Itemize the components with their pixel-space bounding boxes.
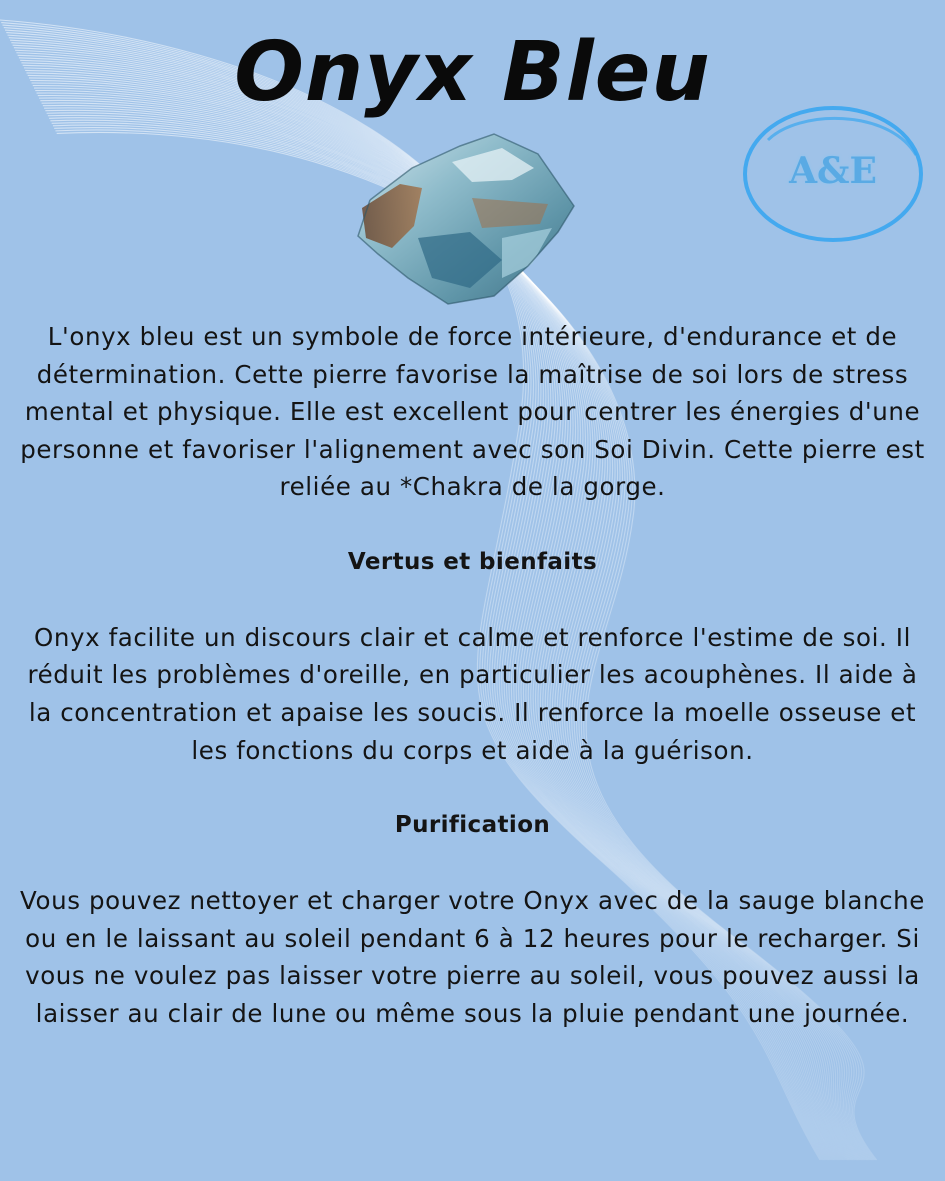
main-content	[20, 318, 925, 1032]
brand-logo	[738, 100, 928, 250]
logo-text: A&E	[789, 150, 877, 192]
intro-paragraph: L'onyx bleu est un symbole de force intérieure, d'endurance et de détermination. Cette pierre favorise la maîtrise de soi lors de stress mental et physique. Elle est excellent pour centrer les énergies d'une personne et favoriser l'alignement avec son Soi Divin. Cette pierre est reliée au *Chakra de la gorge.	[20, 322, 925, 502]
section-text-purification: Vous pouvez nettoyer et charger votre Onyx avec de la sauge blanche ou en le laissant au soleil pendant 6 à 12 heures pour le recharger. Si vous ne voulez pas laisser votre pierre au soleil, vous pouvez aussi la laisser au clair de lune ou même sous la pluie pendant une journée.	[20, 885, 925, 1028]
page-title: Onyx Bleu	[234, 25, 711, 120]
section-heading-purification: Purification	[394, 811, 551, 838]
section-heading-vertus: Vertus et bienfaits	[347, 548, 598, 575]
blue-onyx-stone-image	[352, 128, 582, 308]
section-text-vertus: Onyx facilite un discours clair et calme et renforce l'estime de soi. Il réduit les problèmes d'oreille, en particulier les acouphènes. Il aide à la concentration et apaise les soucis. Il renforce la moelle osseuse et les fonctions du corps et aide à la guérison.	[27, 622, 918, 765]
